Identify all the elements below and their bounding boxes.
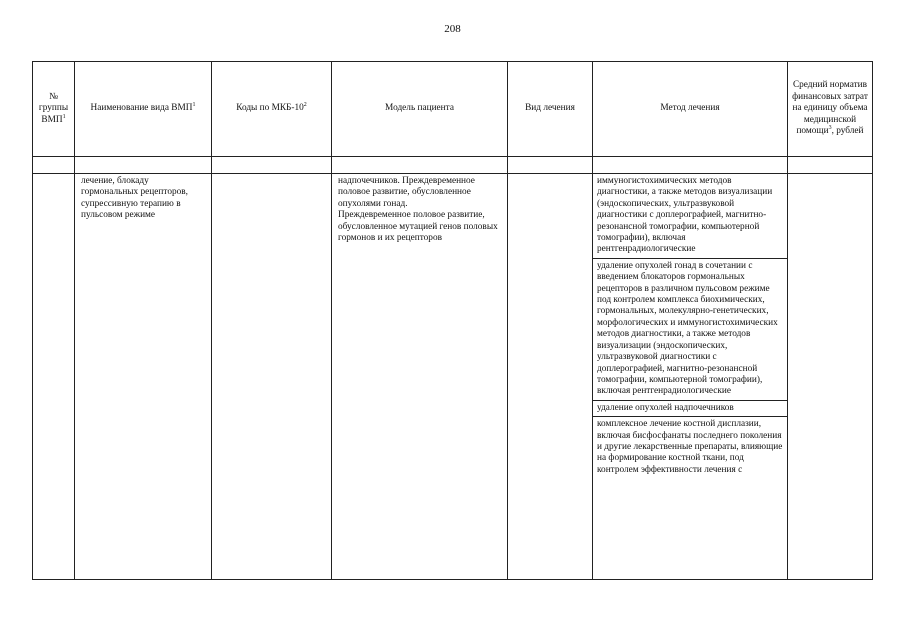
- header-avg-cost-tail: , рублей: [831, 126, 864, 137]
- cell-group-no: [33, 174, 75, 580]
- header-treatment-method: [593, 62, 788, 157]
- spacer-cell: [508, 157, 593, 174]
- spacer-cell: [33, 157, 75, 174]
- spacer-cell: [593, 157, 788, 174]
- cell-treatment-type: [508, 174, 593, 580]
- cell-icd-codes: [212, 174, 332, 580]
- cell-vmp-name: лечение, блокаду гормональных рецепторов, супрессивную терапию в пульсовом режиме: [75, 174, 212, 580]
- header-vmp-name-text: Наименование вида ВМП: [90, 103, 193, 114]
- spacer-row: [33, 157, 873, 174]
- page-number: 208: [444, 23, 461, 35]
- header-treatment-type-text: Вид лечения: [525, 103, 575, 114]
- header-icd-codes: [212, 62, 332, 157]
- method-item: удаление опухолей надпочечников: [593, 400, 787, 416]
- header-vmp-name: [75, 62, 212, 157]
- header-treatment-type: [508, 62, 593, 157]
- cell-avg-cost: [788, 174, 873, 580]
- footnote-mark: 2: [303, 102, 307, 109]
- header-treatment-method-text: Метод лечения: [660, 103, 720, 114]
- footnote-mark: 1: [192, 102, 196, 109]
- header-avg-cost: [788, 62, 873, 157]
- header-icd-codes-text: Коды по МКБ-10: [236, 103, 304, 114]
- header-group-no: [33, 62, 75, 157]
- spacer-cell: [788, 157, 873, 174]
- spacer-cell: [332, 157, 508, 174]
- method-item: комплексное лечение костной дисплазии, включая бисфосфанаты последнего поколения и другие лекарственные препараты, влияющие на формирование костной ткани, под контролем эффективности лечения с: [593, 416, 787, 478]
- vmp-table: [32, 61, 873, 580]
- cell-patient-model: [332, 174, 508, 580]
- footnote-mark: 3: [828, 125, 832, 132]
- header-patient-model: [332, 62, 508, 157]
- patient-model-text-1: надпочечников. Преждевременное половое развитие, обусловленное опухолями гонад.: [338, 176, 475, 209]
- method-item: удаление опухолей гонад в сочетании с введением блокаторов гормональных рецепторов в различном пульсовом режиме под контролем комплекса биохимических, гормональных, молекулярно-генетических, морфологических и иммуногистохимических методов диагностики, а также методов визуализации (эндоскопических, ультразвуковой диагностики с доплерографией, магнитно-резонансной томографии, компьютерной томографии), включая рентгенрадиологические: [593, 258, 787, 400]
- header-row: [33, 62, 873, 157]
- cell-treatment-method: [593, 174, 788, 580]
- header-patient-model-text: Модель пациента: [385, 103, 454, 114]
- table-row: [33, 174, 873, 580]
- spacer-cell: [212, 157, 332, 174]
- header-avg-cost-text: Средний норматив финансовых затрат на единицу объема медицинской помощи: [792, 80, 868, 137]
- header-group-no-text: № группы ВМП: [38, 91, 69, 125]
- footnote-mark: 1: [62, 113, 66, 120]
- patient-model-text-2: Преждевременное половое развитие, обусловленное мутацией генов половых гормонов и их рецепторов: [338, 210, 498, 244]
- method-item: иммуногистохимических методов диагностики, а также методов визуализации (эндоскопических, ультразвуковой диагностики с доплерографией, магнитно-резонансной томографии, компьютерной томографии), включая рентгенрадиологические: [597, 176, 773, 255]
- spacer-cell: [75, 157, 212, 174]
